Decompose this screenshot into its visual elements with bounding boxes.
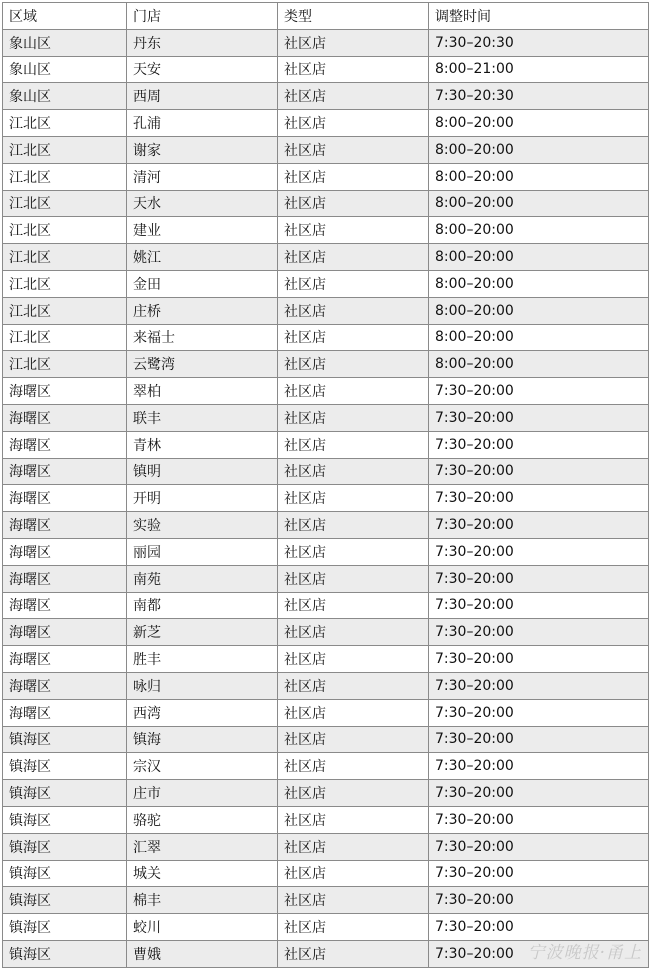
cell-store: 青林 (127, 431, 278, 458)
cell-type: 社区店 (278, 431, 429, 458)
cell-hours: 8:00–20:00 (429, 110, 649, 137)
table-row (3, 780, 649, 807)
table-row (3, 110, 649, 137)
cell-hours: 7:30–20:30 (429, 29, 649, 56)
table-row (3, 592, 649, 619)
cell-hours: 7:30–20:00 (429, 646, 649, 673)
cell-store: 丽园 (127, 538, 278, 565)
cell-hours: 7:30–20:00 (429, 753, 649, 780)
cell-store: 西周 (127, 83, 278, 110)
cell-store: 曹娥 (127, 940, 278, 967)
table-row (3, 378, 649, 405)
cell-type: 社区店 (278, 378, 429, 405)
header-district: 区域 (3, 3, 127, 30)
cell-hours: 7:30–20:00 (429, 860, 649, 887)
table-row (3, 887, 649, 914)
table-row (3, 646, 649, 673)
cell-hours: 7:30–20:00 (429, 565, 649, 592)
cell-type: 社区店 (278, 806, 429, 833)
cell-district: 江北区 (3, 110, 127, 137)
cell-store: 清河 (127, 163, 278, 190)
cell-type: 社区店 (278, 592, 429, 619)
cell-district: 海曙区 (3, 485, 127, 512)
cell-hours: 7:30–20:00 (429, 940, 649, 967)
table-row (3, 190, 649, 217)
table-row (3, 83, 649, 110)
cell-hours: 7:30–20:00 (429, 458, 649, 485)
cell-district: 镇海区 (3, 780, 127, 807)
cell-store: 蛟川 (127, 914, 278, 941)
cell-type: 社区店 (278, 270, 429, 297)
cell-hours: 8:00–20:00 (429, 136, 649, 163)
header-type: 类型 (278, 3, 429, 30)
cell-store: 胜丰 (127, 646, 278, 673)
cell-store: 孔浦 (127, 110, 278, 137)
cell-district: 江北区 (3, 324, 127, 351)
cell-district: 镇海区 (3, 940, 127, 967)
newspaper-watermark: 宁波晚报·甬上 (527, 943, 642, 963)
cell-district: 江北区 (3, 190, 127, 217)
cell-hours: 8:00–20:00 (429, 270, 649, 297)
cell-hours: 7:30–20:00 (429, 592, 649, 619)
cell-store: 云鹭湾 (127, 351, 278, 378)
cell-district: 海曙区 (3, 699, 127, 726)
cell-district: 海曙区 (3, 672, 127, 699)
cell-store: 棉丰 (127, 887, 278, 914)
cell-type: 社区店 (278, 672, 429, 699)
table-row (3, 485, 649, 512)
table-row (3, 565, 649, 592)
cell-district: 海曙区 (3, 431, 127, 458)
table-row (3, 726, 649, 753)
cell-store: 镇海 (127, 726, 278, 753)
cell-store: 镇明 (127, 458, 278, 485)
cell-store: 咏归 (127, 672, 278, 699)
table-row (3, 297, 649, 324)
cell-type: 社区店 (278, 833, 429, 860)
cell-type: 社区店 (278, 780, 429, 807)
cell-hours: 7:30–20:00 (429, 431, 649, 458)
cell-store: 汇翠 (127, 833, 278, 860)
table-row (3, 833, 649, 860)
cell-store: 姚江 (127, 244, 278, 271)
table-row (3, 404, 649, 431)
cell-district: 江北区 (3, 270, 127, 297)
table-header-row (3, 3, 649, 30)
table-row (3, 619, 649, 646)
header-hours: 调整时间 (429, 3, 649, 30)
cell-hours: 7:30–20:00 (429, 619, 649, 646)
cell-hours: 7:30–20:00 (429, 378, 649, 405)
cell-type: 社区店 (278, 619, 429, 646)
table-row (3, 163, 649, 190)
table-row (3, 914, 649, 941)
cell-store: 来福士 (127, 324, 278, 351)
cell-store: 实验 (127, 512, 278, 539)
cell-type: 社区店 (278, 297, 429, 324)
cell-type: 社区店 (278, 753, 429, 780)
cell-store: 新芝 (127, 619, 278, 646)
table-row (3, 270, 649, 297)
cell-store: 翠柏 (127, 378, 278, 405)
table-body (3, 29, 649, 967)
cell-type: 社区店 (278, 351, 429, 378)
table-row (3, 431, 649, 458)
cell-type: 社区店 (278, 244, 429, 271)
cell-type: 社区店 (278, 324, 429, 351)
cell-hours: 8:00–20:00 (429, 297, 649, 324)
cell-type: 社区店 (278, 190, 429, 217)
cell-district: 镇海区 (3, 833, 127, 860)
cell-store: 开明 (127, 485, 278, 512)
cell-type: 社区店 (278, 699, 429, 726)
cell-district: 江北区 (3, 244, 127, 271)
cell-store: 庄市 (127, 780, 278, 807)
cell-store: 联丰 (127, 404, 278, 431)
cell-type: 社区店 (278, 940, 429, 967)
cell-type: 社区店 (278, 83, 429, 110)
cell-type: 社区店 (278, 404, 429, 431)
cell-district: 海曙区 (3, 512, 127, 539)
table-row (3, 806, 649, 833)
table-row (3, 351, 649, 378)
cell-hours: 7:30–20:00 (429, 699, 649, 726)
cell-hours: 8:00–20:00 (429, 351, 649, 378)
cell-district: 镇海区 (3, 887, 127, 914)
cell-hours: 7:30–20:00 (429, 726, 649, 753)
cell-district: 海曙区 (3, 565, 127, 592)
cell-hours: 8:00–20:00 (429, 324, 649, 351)
cell-district: 海曙区 (3, 538, 127, 565)
cell-hours: 7:30–20:00 (429, 914, 649, 941)
cell-store: 南都 (127, 592, 278, 619)
cell-district: 江北区 (3, 297, 127, 324)
cell-type: 社区店 (278, 163, 429, 190)
cell-type: 社区店 (278, 485, 429, 512)
cell-district: 江北区 (3, 163, 127, 190)
cell-type: 社区店 (278, 726, 429, 753)
cell-store: 天安 (127, 56, 278, 83)
cell-district: 海曙区 (3, 592, 127, 619)
cell-type: 社区店 (278, 565, 429, 592)
table-row (3, 699, 649, 726)
cell-type: 社区店 (278, 538, 429, 565)
cell-store: 南苑 (127, 565, 278, 592)
table-row (3, 56, 649, 83)
cell-type: 社区店 (278, 512, 429, 539)
table-row (3, 217, 649, 244)
cell-district: 镇海区 (3, 726, 127, 753)
cell-store: 宗汉 (127, 753, 278, 780)
cell-type: 社区店 (278, 646, 429, 673)
table-row (3, 512, 649, 539)
cell-hours: 7:30–20:00 (429, 404, 649, 431)
cell-hours: 8:00–20:00 (429, 217, 649, 244)
table-row (3, 672, 649, 699)
cell-district: 江北区 (3, 136, 127, 163)
cell-store: 金田 (127, 270, 278, 297)
header-store: 门店 (127, 3, 278, 30)
cell-hours: 8:00–21:00 (429, 56, 649, 83)
cell-hours: 7:30–20:00 (429, 833, 649, 860)
table-row (3, 244, 649, 271)
cell-store: 谢家 (127, 136, 278, 163)
table-row (3, 458, 649, 485)
cell-type: 社区店 (278, 217, 429, 244)
cell-hours: 8:00–20:00 (429, 244, 649, 271)
table-row (3, 324, 649, 351)
cell-type: 社区店 (278, 458, 429, 485)
cell-store: 骆驼 (127, 806, 278, 833)
cell-type: 社区店 (278, 56, 429, 83)
cell-hours: 7:30–20:00 (429, 780, 649, 807)
cell-store: 建业 (127, 217, 278, 244)
cell-type: 社区店 (278, 29, 429, 56)
table-row (3, 136, 649, 163)
cell-district: 海曙区 (3, 458, 127, 485)
cell-store: 丹东 (127, 29, 278, 56)
cell-type: 社区店 (278, 887, 429, 914)
table-row (3, 753, 649, 780)
table-row (3, 860, 649, 887)
cell-store: 天水 (127, 190, 278, 217)
cell-hours: 8:00–20:00 (429, 190, 649, 217)
cell-store: 城关 (127, 860, 278, 887)
cell-district: 江北区 (3, 351, 127, 378)
cell-hours: 7:30–20:30 (429, 83, 649, 110)
cell-type: 社区店 (278, 110, 429, 137)
cell-district: 象山区 (3, 56, 127, 83)
cell-district: 镇海区 (3, 914, 127, 941)
cell-hours: 7:30–20:00 (429, 806, 649, 833)
cell-district: 江北区 (3, 217, 127, 244)
cell-district: 海曙区 (3, 378, 127, 405)
table-row (3, 538, 649, 565)
cell-hours: 8:00–20:00 (429, 163, 649, 190)
cell-hours: 7:30–20:00 (429, 887, 649, 914)
cell-hours: 7:30–20:00 (429, 538, 649, 565)
cell-district: 镇海区 (3, 753, 127, 780)
cell-store: 庄桥 (127, 297, 278, 324)
cell-district: 象山区 (3, 83, 127, 110)
cell-hours: 7:30–20:00 (429, 672, 649, 699)
cell-hours: 7:30–20:00 (429, 485, 649, 512)
cell-store: 西湾 (127, 699, 278, 726)
cell-district: 镇海区 (3, 806, 127, 833)
cell-district: 海曙区 (3, 619, 127, 646)
cell-district: 海曙区 (3, 646, 127, 673)
cell-district: 象山区 (3, 29, 127, 56)
cell-district: 镇海区 (3, 860, 127, 887)
cell-type: 社区店 (278, 860, 429, 887)
cell-type: 社区店 (278, 136, 429, 163)
cell-type: 社区店 (278, 914, 429, 941)
store-hours-table (2, 2, 649, 968)
cell-district: 海曙区 (3, 404, 127, 431)
table-row (3, 29, 649, 56)
cell-hours: 7:30–20:00 (429, 512, 649, 539)
